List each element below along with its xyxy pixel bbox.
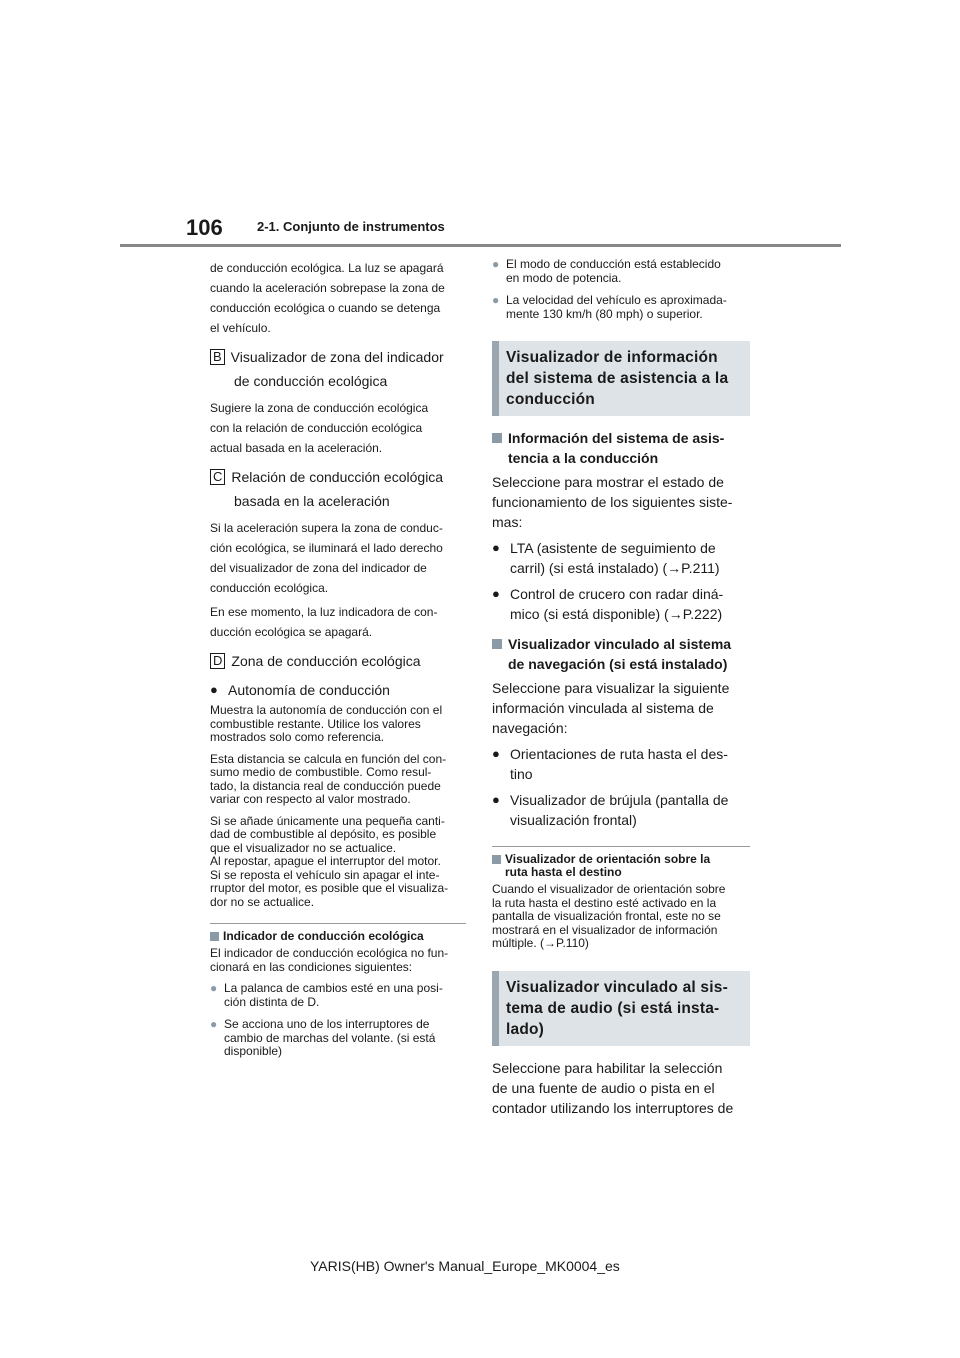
- footer-manual-id: YARIS(HB) Owner's Manual_Europe_MK0004_es: [310, 1258, 620, 1274]
- asistencia-heading: Información del sistema de asis- tencia a la conducción: [492, 428, 750, 468]
- modo-bullet: ● El modo de conducción está establecido en modo de potencia.: [492, 257, 721, 285]
- bullet-icon: ●: [492, 792, 500, 807]
- bullet-icon: ●: [492, 293, 500, 307]
- header-rule: [120, 244, 841, 247]
- orientacion-heading: Visualizador de orientación sobre la ruta hasta el destino: [492, 853, 750, 879]
- indicador-bullet-2: ● Se acciona uno de los interruptores de cambio de marchas del volante. (si está disponible): [210, 1017, 436, 1058]
- autonomia-heading: ● Autonomía de conducción: [210, 682, 390, 698]
- label-c-cont: basada en la aceleración: [234, 493, 390, 509]
- indicador-bullet-1: ● La palanca de cambios esté en una posi- ción distinta de D.: [210, 981, 443, 1009]
- audio-text: Seleccione para habilitar la selección de una fuente de audio o pista en el contador utilizando los interruptores de: [492, 1059, 734, 1116]
- orientacion-text: Cuando el visualizador de orientación sobre la ruta hasta el destino esté activado en la pantalla de visualización frontal, este no se mostrará en el visualizador de información múltiple. (→P.110): [492, 882, 726, 950]
- label-c: C Relación de conducción ecológica: [210, 464, 466, 490]
- label-b-cont: de conducción ecológica: [234, 373, 388, 389]
- autonomia-p2: Esta distancia se calcula en función del con- sumo medio de combustible. Como resul- tado, la distancia real de conducción puede variar con respecto al valor mostrado.: [210, 751, 447, 806]
- bullet-icon: ●: [210, 981, 218, 995]
- square-bullet-icon: [210, 932, 219, 941]
- section-box-asistencia: Visualizador de información del sistema de asistencia a la conducción: [492, 341, 750, 416]
- orientaciones-bullet: ● Orientaciones de ruta hasta el des- tino: [492, 746, 728, 782]
- autonomia-p1: Muestra la autonomía de conducción con el combustible restante. Utilice los valores mostrados solo como referencia.: [210, 703, 443, 744]
- divider: [492, 846, 750, 847]
- right-column: [492, 258, 750, 1122]
- divider: [210, 923, 466, 924]
- bullet-icon: ●: [210, 682, 218, 697]
- intro-text: de conducción ecológica. La luz se apagará cuando la aceleración sobrepase la zona de conducción ecológica o cuando se detenga el vehículo.: [210, 261, 445, 335]
- bullet-icon: ●: [210, 1017, 218, 1031]
- asistencia-text: Seleccione para mostrar el estado de funcionamiento de los siguientes siste- mas:: [492, 474, 733, 530]
- autonomia-p3: Si se añade únicamente una pequeña canti- dad de combustible al depósito, es posible que el visualizador no se actualice. Al repostar, apague el interruptor del motor. Si se reposta el vehículo sin apagar el inte- rruptor del motor, es posible que el visualiza- dor no se actualice.: [210, 813, 449, 909]
- section-box-audio: Visualizador vinculado al sis- tema de audio (si está insta- lado): [492, 971, 750, 1046]
- bullet-icon: ●: [492, 540, 500, 555]
- lta-bullet: ● LTA (asistente de seguimiento de carril) (si está instalado) (→P.211): [492, 540, 720, 576]
- letter-d-box: D: [210, 653, 225, 669]
- velocidad-bullet: ● La velocidad del vehículo es aproximada- mente 130 km/h (80 mph) o superior.: [492, 293, 727, 321]
- square-bullet-icon: [492, 639, 502, 649]
- label-d: D Zona de conducción ecológica: [210, 648, 466, 674]
- square-bullet-icon: [492, 855, 501, 864]
- c-description: Si la aceleración supera la zona de conduc- ción ecológica, se iluminará el lado derecho del visualizador de zona del indicador de conducción ecológica.: [210, 521, 443, 595]
- square-bullet-icon: [492, 433, 502, 443]
- navegacion-heading: Visualizador vinculado al sistema de navegación (si está instalado): [492, 634, 750, 674]
- navegacion-text: Seleccione para visualizar la siguiente información vinculada al sistema de navegación:: [492, 680, 730, 736]
- section-title: 2-1. Conjunto de instrumentos: [257, 219, 445, 234]
- brujula-bullet: ● Visualizador de brújula (pantalla de visualización frontal): [492, 792, 729, 828]
- bullet-icon: ●: [492, 257, 500, 271]
- indicador-heading: Indicador de conducción ecológica: [210, 930, 466, 943]
- bullet-icon: ●: [492, 746, 500, 761]
- letter-b-box: B: [210, 349, 225, 365]
- left-column: [210, 258, 466, 1068]
- bullet-icon: ●: [492, 586, 500, 601]
- c-description-2: En ese momento, la luz indicadora de con- ducción ecológica se apagará.: [210, 605, 438, 639]
- page-number: 106: [186, 215, 223, 240]
- label-b: B Visualizador de zona del indicador: [210, 344, 466, 370]
- indicador-intro: El indicador de conducción ecológica no fun- cionará en las condiciones siguientes:: [210, 946, 449, 974]
- b-description: Sugiere la zona de conducción ecológica con la relación de conducción ecológica actual basada en la aceleración.: [210, 401, 429, 455]
- crucero-bullet: ● Control de crucero con radar diná- mico (si está disponible) (→P.222): [492, 586, 724, 622]
- letter-c-box: C: [210, 469, 225, 485]
